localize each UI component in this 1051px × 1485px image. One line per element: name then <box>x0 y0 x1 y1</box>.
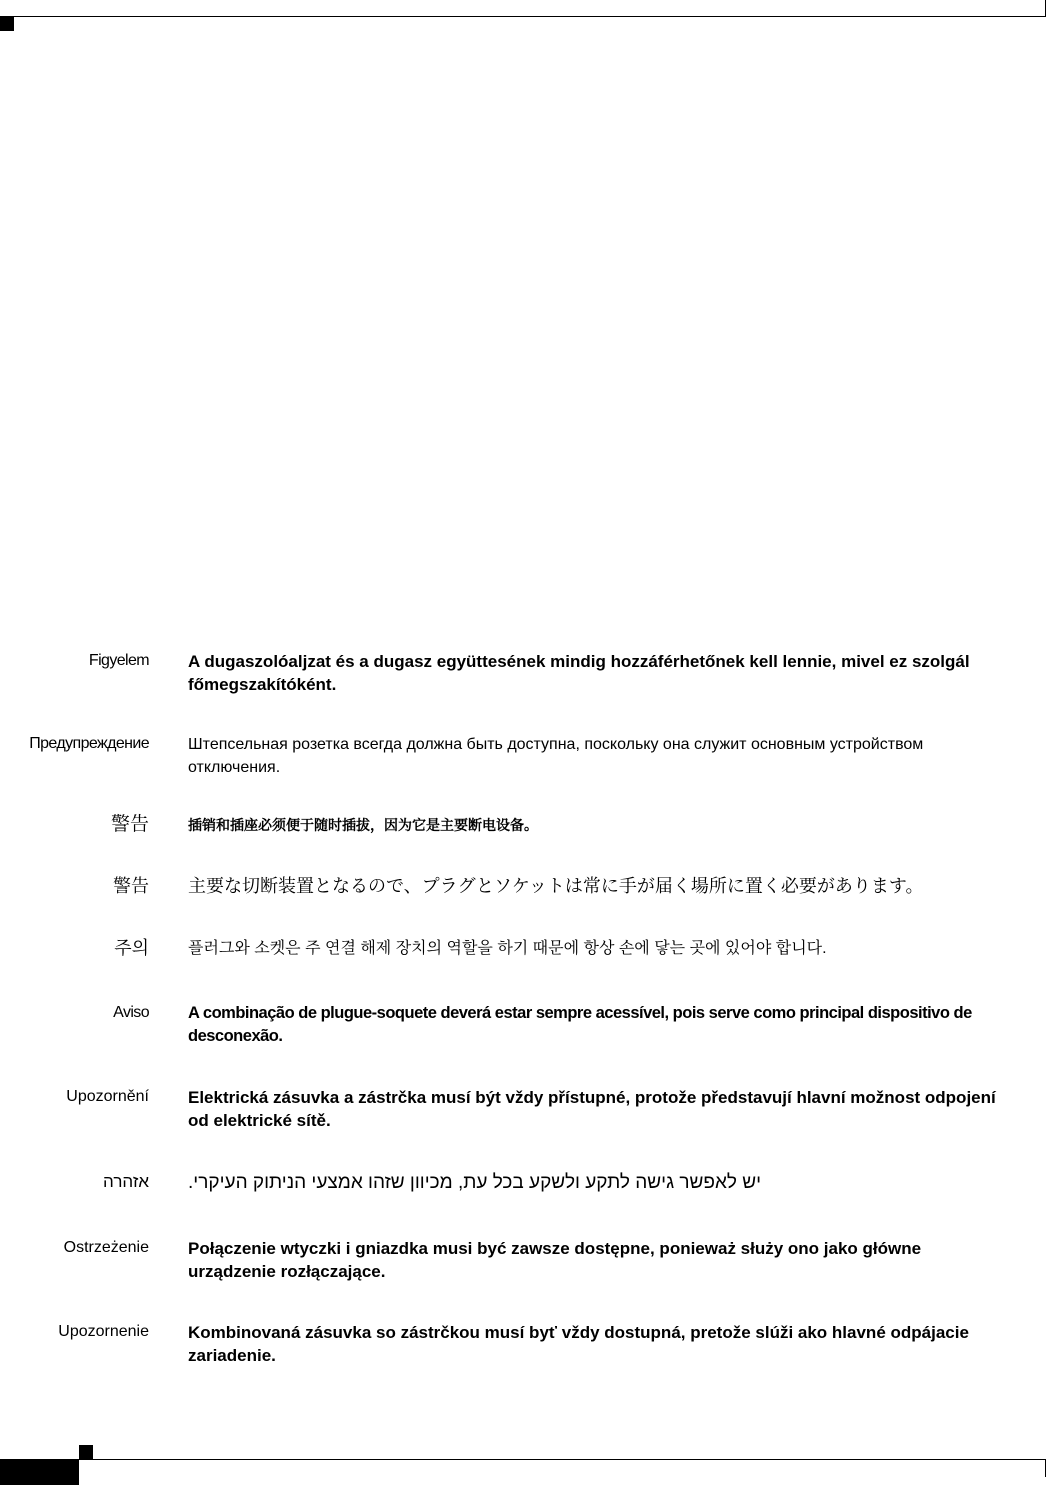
warning-label: Предупреждение <box>29 735 149 752</box>
warning-text: Elektrická zásuvka a zástrčka musí být vždy přístupné, protože představují hlavní možnost odpojení od elektrické sítě. <box>188 1088 996 1130</box>
warning-text: Kombinovaná zásuvka so zástrčkou musí byť vždy dostupná, pretože slúži ako hlavné odpájacie zariadenie. <box>188 1323 969 1365</box>
warning-label: Upozornění <box>66 1088 149 1105</box>
bottom-rule <box>0 1459 1046 1460</box>
warning-label: Upozornenie <box>58 1323 149 1340</box>
warning-text: Штепсельная розетка всегда должна быть доступна, поскольку она служит основным устройством отключения. <box>188 736 924 776</box>
warning-label: אזהרה <box>103 1172 149 1191</box>
warning-text: יש לאפשר גישה לתקע ולשקע בכל עת, מכיוון שזהו אמצעי הניתוק העיקרי. <box>188 1172 762 1193</box>
bottom-square-mark <box>79 1445 93 1459</box>
warning-text: A combinação de plugue-soquete deverá estar sempre acessível, pois serve como principal dispositivo de desconexão. <box>188 1004 972 1045</box>
warning-label: 警告 <box>113 876 149 896</box>
top-rule <box>0 16 1046 17</box>
warning-text: 主要な切断装置となるので、プラグとソケットは常に手が届く場所に置く必要があります。 <box>188 876 924 896</box>
warning-text: 插销和插座必须便于随时插拔，因为它是主要断电设备。 <box>188 817 538 833</box>
warning-text: Połączenie wtyczki i gniazdka musi być zawsze dostępne, ponieważ służy ono jako główne urządzenie rozłączające. <box>188 1239 922 1281</box>
top-corner-mark <box>0 17 14 31</box>
bottom-tick-mark <box>1045 1459 1046 1477</box>
warning-text: 플러그와 소켓은 주 연결 해제 장치의 역할을 하기 때문에 항상 손에 닿는 곳에 있어야 합니다. <box>188 940 827 957</box>
warning-label: Ostrzeżenie <box>63 1239 149 1256</box>
warning-label: 警告 <box>110 814 149 835</box>
warning-label: Figyelem <box>88 652 149 669</box>
warning-text: A dugaszolóaljzat és a dugasz együttesének mindig hozzáférhetőnek kell lennie, mivel ez szolgál főmegszakítóként. <box>188 652 970 694</box>
top-tick-mark <box>1045 0 1046 17</box>
page-number-block <box>0 1460 79 1485</box>
warning-label: Aviso <box>113 1004 149 1021</box>
warning-label: 주의 <box>114 938 149 958</box>
